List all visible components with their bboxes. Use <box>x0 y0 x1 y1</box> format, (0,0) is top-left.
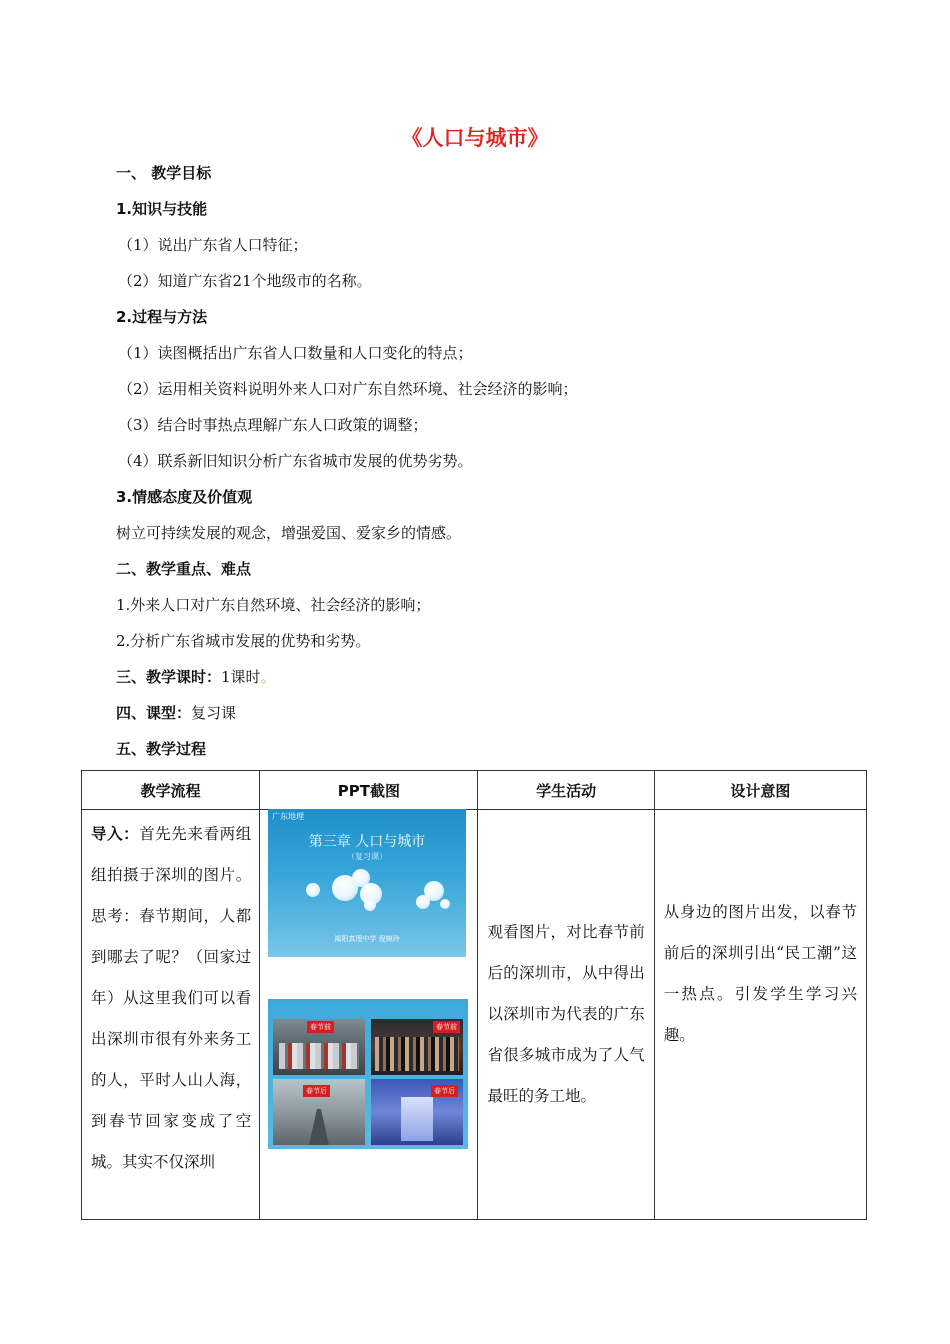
list-item: 1.外来人口对广东自然环境、社会经济的影响； <box>116 596 431 614</box>
page-title: 《人口与城市》 <box>401 126 549 150</box>
crowd-illustration <box>375 1037 459 1071</box>
photo-empty-train <box>371 1079 463 1145</box>
ppt-slide-cover <box>268 809 466 957</box>
section-3-label: 三、教学课时： <box>116 668 222 686</box>
table-header-row <box>82 771 867 810</box>
photo-label: 春节后 <box>431 1085 458 1097</box>
table-header: 设计意图 <box>654 771 866 810</box>
photo-label: 春节前 <box>433 1021 460 1033</box>
bubble-decoration <box>416 895 430 909</box>
table-header: 教学流程 <box>82 771 260 810</box>
list-item: 2.分析广东省城市发展的优势和劣势。 <box>116 632 371 650</box>
photo-label: 春节前 <box>307 1021 334 1033</box>
section-4-value: 复习课 <box>191 704 237 722</box>
photo-empty-road <box>273 1079 365 1145</box>
flow-label: 导入： <box>91 825 140 843</box>
slide-footer: 揭阳真理中学 倪婉玲 <box>334 935 400 943</box>
slide-tag: 广东地理 <box>272 812 304 821</box>
bubble-decoration <box>364 899 376 911</box>
photo-traffic <box>273 1019 365 1075</box>
train-aisle-illustration <box>401 1097 433 1141</box>
activity-text: 观看图片，对比春节前后的深圳市，从中得出以深圳市为代表的广东省很多城市成为了人气最旺的务工地。 <box>487 923 645 1105</box>
slide-title: 第三章 人口与城市 <box>308 834 426 850</box>
slide-subtitle: （复习课） <box>347 852 387 861</box>
list-item: （4）联系新旧知识分析广东省城市发展的优势劣势。 <box>118 452 473 470</box>
section-5-heading: 五、教学过程 <box>116 740 207 758</box>
section-4-label: 四、课型： <box>116 704 192 722</box>
table-header: PPT截图 <box>260 771 478 810</box>
bubble-decoration <box>306 883 320 897</box>
section-1-2-heading: 2.过程与方法 <box>116 308 208 326</box>
list-item: （2）运用相关资料说明外来人口对广东自然环境、社会经济的影响； <box>118 380 578 398</box>
section-1-3-heading: 3.情感态度及价值观 <box>116 488 253 506</box>
list-item: （1）读图概括出广东省人口数量和人口变化的特点； <box>118 344 473 362</box>
list-item: （3）结合时事热点理解广东人口政策的调整； <box>118 416 428 434</box>
bubble-decoration <box>440 899 450 909</box>
table-row <box>82 810 867 1220</box>
process-table <box>81 770 867 1220</box>
flow-text <box>82 810 259 1183</box>
section-1-1-heading: 1.知识与技能 <box>116 200 208 218</box>
section-2-heading: 二、教学重点、难点 <box>116 560 252 578</box>
photo-crowd <box>371 1019 463 1075</box>
section-3-value: 1课时 <box>221 668 261 686</box>
list-item: （1）说出广东省人口特征； <box>118 236 308 254</box>
intent-text: 从身边的图片出发，以春节前后的深圳引出“民工潮”这一热点。引发学生学习兴趣。 <box>663 902 857 1044</box>
cars-illustration <box>279 1043 359 1069</box>
section-1-heading: 一、 教学目标 <box>116 164 212 182</box>
activity-cell <box>478 810 654 1220</box>
intent-cell <box>654 810 866 1220</box>
photo-label: 春节后 <box>303 1085 330 1097</box>
section-4-line <box>116 702 236 724</box>
flow-cell <box>82 810 260 1220</box>
table-header: 学生活动 <box>478 771 654 810</box>
road-illustration <box>309 1109 329 1145</box>
ppt-slide-photos <box>268 999 468 1149</box>
section-3-line <box>116 666 276 688</box>
list-item: （2）知道广东省21个地级市的名称。 <box>118 272 372 290</box>
flow-body: 首先先来看两组组拍摄于深圳的图片。思考：春节期间，人都到哪去了呢？（回家过年）从这里我们可以看出深圳市很有外来务工的人，平时人山人海，到春节回家变成了空城。其实不仅深圳 <box>91 825 252 1171</box>
paragraph: 树立可持续发展的观念，增强爱国、爱家乡的情感。 <box>116 524 462 542</box>
section-3-dot: 。 <box>260 668 276 686</box>
